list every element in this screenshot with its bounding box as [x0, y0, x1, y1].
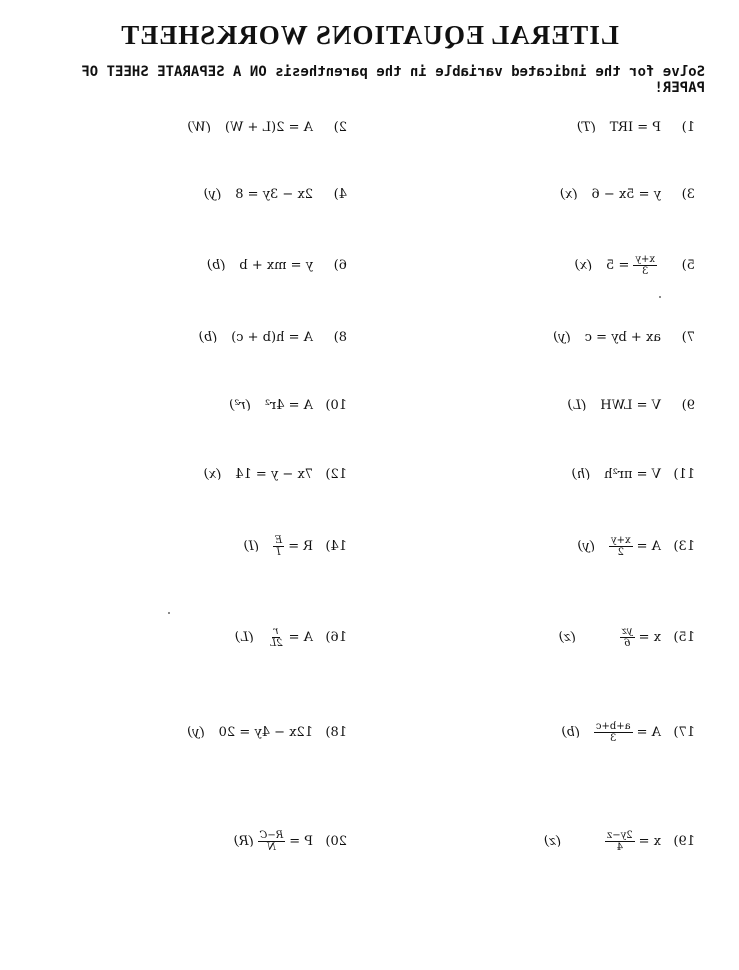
problem-16 [235, 622, 347, 652]
problem-number: 16) [325, 629, 347, 645]
problem-number: 4) [333, 186, 347, 202]
problem-number: 19) [673, 833, 695, 849]
problem-8 [199, 322, 347, 352]
equation [273, 535, 313, 558]
fraction [594, 721, 633, 744]
problem-number: 1) [681, 119, 695, 135]
solve-variable: (r²) [229, 397, 251, 413]
fraction-denominator: 2 [617, 546, 624, 558]
problem-number: 6) [333, 257, 347, 273]
problem-number: 13) [673, 538, 695, 554]
fraction [633, 254, 657, 277]
problem-number: 12) [325, 466, 347, 482]
problem-9 [567, 390, 695, 420]
fraction [273, 535, 284, 558]
solve-variable: (I) [243, 538, 259, 554]
solve-variable: (z) [543, 833, 561, 849]
equation [594, 721, 661, 744]
fraction [258, 830, 286, 853]
fraction-denominator: 4 [616, 841, 623, 853]
worksheet-title: LITERAL EQUATIONS WORKSHEET [120, 20, 619, 50]
problem-18 [187, 717, 347, 747]
problem-number: 8) [333, 329, 347, 345]
problem-number: 7) [681, 329, 695, 345]
solve-variable: (L) [234, 629, 254, 645]
solve-variable: (x) [574, 257, 593, 273]
fraction [605, 830, 635, 853]
equation [258, 830, 313, 853]
equation-lhs: A = [636, 724, 661, 740]
solve-variable: (R) [233, 833, 254, 849]
solve-variable: (b) [206, 257, 226, 273]
equation [268, 626, 313, 649]
fraction-denominator: 2L [269, 637, 283, 649]
problem-10 [229, 390, 347, 420]
problem-17 [561, 717, 695, 747]
problem-number: 3) [681, 186, 695, 202]
equation: 12x − 4y = 20 [218, 724, 313, 740]
fraction-denominator: 3 [641, 265, 649, 277]
fraction-numerator: r [273, 625, 279, 637]
fraction-denominator: 3 [610, 732, 617, 744]
equation: V = πr²h [604, 466, 661, 482]
problem-4 [204, 179, 347, 209]
solve-variable: (b) [198, 329, 218, 345]
equation: 7x − y = 14 [235, 466, 313, 482]
problem-number: 18) [325, 724, 347, 740]
problem-number: 10) [325, 397, 347, 413]
fraction-numerator: x+y [635, 253, 655, 265]
problem-number: 15) [673, 629, 695, 645]
problem-14 [244, 531, 347, 561]
problem-19 [544, 826, 695, 856]
fraction-numerator: yz [621, 625, 633, 637]
solve-variable: (y) [553, 329, 571, 345]
fraction-numerator: 2y−z [606, 829, 633, 841]
fraction-denominator: I [276, 546, 281, 558]
equation: 2x − 3y = 8 [235, 186, 313, 202]
problem-number: 17) [673, 724, 695, 740]
equation [620, 626, 661, 649]
problem-6 [207, 250, 347, 280]
fraction-numerator: x+y [610, 534, 631, 546]
equation: V = LWH [600, 397, 661, 413]
problem-number: 20) [325, 833, 347, 849]
solve-variable: (y) [203, 186, 222, 202]
problem-number: 5) [681, 257, 695, 273]
problem-number: 9) [681, 397, 695, 413]
problem-2 [187, 112, 347, 142]
fraction [609, 535, 633, 558]
solve-variable: (W) [187, 119, 211, 135]
problem-5 [575, 250, 695, 280]
equation: A = h(b + c) [231, 329, 313, 345]
equation-lhs: R = [288, 538, 313, 554]
fraction-denominator: 6 [624, 637, 631, 649]
fraction-numerator: R−C [259, 829, 284, 841]
problem-number: 2) [333, 119, 347, 135]
fraction-numerator: E [274, 534, 283, 546]
equation-lhs: x = [638, 629, 661, 645]
equation: y = 5x − 6 [591, 186, 661, 202]
fraction-numerator: a+b+c [595, 720, 631, 732]
scan-speck [168, 612, 170, 614]
equation [605, 830, 661, 853]
problem-7 [553, 322, 695, 352]
solve-variable: (b) [561, 724, 580, 740]
equation-lhs: x = [638, 833, 661, 849]
solve-variable: (x) [203, 466, 222, 482]
problem-11 [572, 459, 695, 489]
solve-variable: (y) [577, 538, 595, 554]
solve-variable: (h) [571, 466, 591, 482]
problem-13 [577, 531, 695, 561]
fraction-denominator: N [267, 841, 276, 853]
equation: A = 4r² [264, 397, 313, 413]
solve-variable: (L) [567, 397, 587, 413]
solve-variable: (z) [558, 629, 576, 645]
equation: ax + by = c [584, 329, 661, 345]
equation [606, 254, 661, 277]
problem-3 [560, 179, 695, 209]
scan-speck [659, 296, 661, 298]
instructions: Solve for the indicated variable in the parenthesis ON A SEPARATE SHEET OF PAPER! [81, 64, 705, 96]
problem-12 [204, 459, 347, 489]
equation-lhs: P = [289, 833, 313, 849]
equation: A = 2(L + W) [224, 119, 313, 135]
equation [609, 535, 661, 558]
problem-1 [577, 112, 695, 142]
problem-20 [234, 826, 347, 856]
solve-variable: (y) [187, 724, 205, 740]
equation-rest: = 5 [606, 257, 630, 273]
solve-variable: (T) [576, 119, 596, 135]
problem-15 [559, 622, 695, 652]
fraction [620, 626, 635, 649]
solve-variable: (x) [559, 186, 578, 202]
problem-number: 11) [673, 466, 695, 482]
problem-number: 14) [325, 538, 347, 554]
equation: P = IRT [609, 119, 661, 135]
equation: y = mx + b [239, 257, 313, 273]
equation-lhs: A = [288, 629, 313, 645]
equation-lhs: A = [636, 538, 661, 554]
fraction [268, 626, 285, 649]
